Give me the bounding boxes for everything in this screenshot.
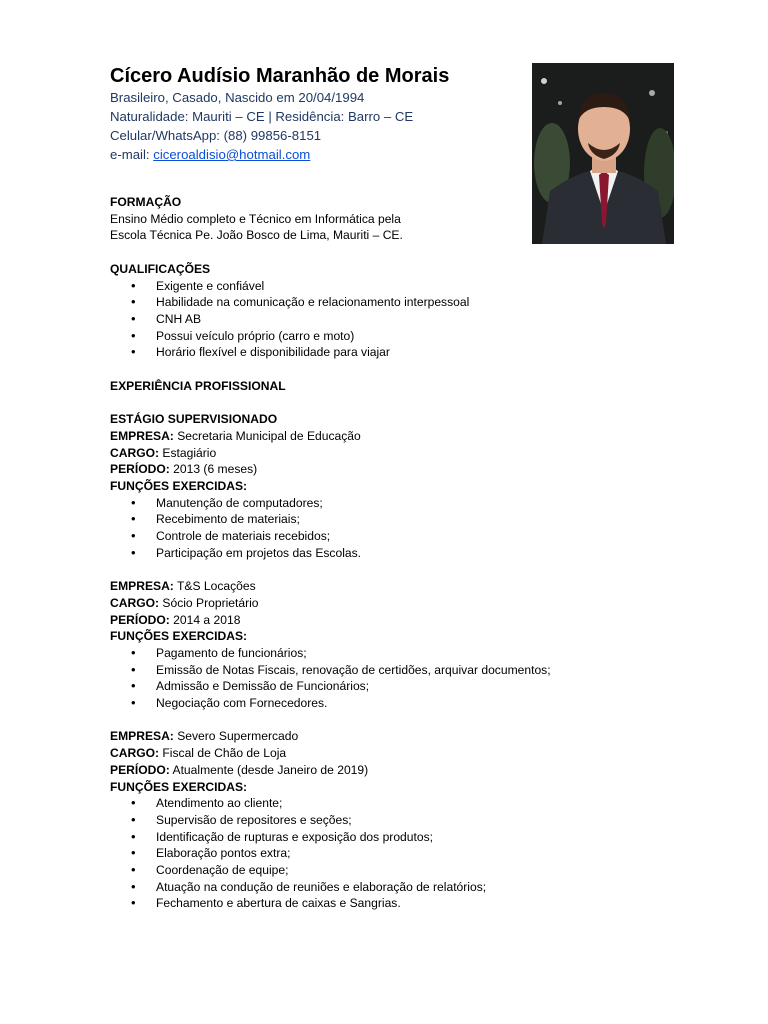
section-title-qualificacoes: QUALIFICAÇÕES: [110, 261, 211, 276]
birthplace-residence-line: Naturalidade: Mauriti – CE | Residência: Barro – CE: [110, 109, 414, 124]
list-item: • Controle de materiais recebidos;: [110, 528, 670, 545]
funcoes-list: [110, 645, 670, 712]
job-empresa: [110, 728, 670, 745]
list-item: • Coordenação de equipe;: [110, 862, 670, 879]
candidate-name: Cícero Audísio Maranhão de Morais: [110, 65, 450, 87]
cargo-value: Estagiário: [159, 445, 217, 460]
list-item: • Identificação de rupturas e exposição dos produtos;: [110, 829, 670, 846]
list-item: • Atuação na condução de reuniões e elaboração de relatórios;: [110, 879, 670, 896]
cargo-value: Fiscal de Chão de Loja: [159, 746, 287, 761]
list-item: • Manutenção de computadores;: [110, 495, 670, 512]
job-periodo: [110, 461, 670, 478]
job-cargo: [110, 595, 670, 612]
periodo-value: 2014 a 2018: [169, 612, 241, 627]
job-cargo: [110, 445, 670, 462]
list-item: • Pagamento de funcionários;: [110, 645, 670, 662]
job-periodo: [110, 612, 670, 629]
list-item: • Horário flexível e disponibilidade para viajar: [110, 344, 670, 361]
periodo-label: PERÍODO:: [110, 462, 170, 477]
funcoes-label: FUNÇÕES EXERCIDAS:: [110, 779, 248, 794]
periodo-value: Atualmente (desde Janeiro de 2019): [169, 762, 369, 777]
empresa-label: EMPRESA:: [110, 729, 174, 744]
formacao-line: Ensino Médio completo e Técnico em Informática pela: [110, 211, 401, 226]
cargo-label: CARGO:: [110, 746, 160, 761]
job-empresa: [110, 428, 670, 445]
list-item: • Recebimento de materiais;: [110, 511, 670, 528]
cargo-value: Sócio Proprietário: [159, 595, 259, 610]
list-item: • Habilidade na comunicação e relacionamento interpessoal: [110, 294, 670, 311]
periodo-value: 2013 (6 meses): [169, 462, 258, 477]
list-item: • CNH AB: [110, 311, 670, 328]
list-item: • Atendimento ao cliente;: [110, 795, 670, 812]
resume-body: [110, 194, 670, 912]
formacao-line: Escola Técnica Pe. João Bosco de Lima, Mauriti – CE.: [110, 228, 403, 243]
funcoes-list: [110, 795, 670, 912]
resume-header: [110, 64, 520, 164]
empresa-value: Severo Supermercado: [173, 729, 299, 744]
list-item: • Negociação com Fornecedores.: [110, 695, 670, 712]
cargo-label: CARGO:: [110, 445, 160, 460]
section-title-formacao: FORMAÇÃO: [110, 195, 182, 209]
estagio-title: ESTÁGIO SUPERVISIONADO: [110, 412, 278, 427]
list-item: • Admissão e Demissão de Funcionários;: [110, 678, 670, 695]
empresa-label: EMPRESA:: [110, 579, 174, 594]
email-label: e-mail:: [110, 147, 154, 162]
list-item: • Supervisão de repositores e seções;: [110, 812, 670, 829]
personal-info-line: Brasileiro, Casado, Nascido em 20/04/1994: [110, 90, 365, 105]
list-item: • Participação em projetos das Escolas.: [110, 545, 670, 562]
periodo-label: PERÍODO:: [110, 612, 170, 627]
empresa-value: T&S Locações: [173, 579, 256, 594]
email-link[interactable]: ciceroaldisio@hotmail.com: [153, 147, 311, 162]
list-item: • Fechamento e abertura de caixas e Sangrias.: [110, 895, 670, 912]
empresa-label: EMPRESA:: [110, 428, 174, 443]
list-item: • Emissão de Notas Fiscais, renovação de certidões, arquivar documentos;: [110, 662, 670, 679]
empresa-value: Secretaria Municipal de Educação: [173, 428, 361, 443]
job-periodo: [110, 762, 670, 779]
section-title-experiencia: EXPERIÊNCIA PROFISSIONAL: [110, 378, 286, 393]
job-empresa: [110, 578, 670, 595]
list-item: • Exigente e confiável: [110, 278, 670, 295]
funcoes-label: FUNÇÕES EXERCIDAS:: [110, 629, 248, 644]
cargo-label: CARGO:: [110, 595, 160, 610]
list-item: • Elaboração pontos extra;: [110, 845, 670, 862]
email-line: [110, 145, 520, 164]
phone-line: Celular/WhatsApp: (88) 99856-8151: [110, 128, 322, 143]
job-cargo: [110, 745, 670, 762]
list-item: • Possui veículo próprio (carro e moto): [110, 328, 670, 345]
qualificacoes-list: [110, 278, 670, 362]
funcoes-list: [110, 495, 670, 562]
funcoes-label: FUNÇÕES EXERCIDAS:: [110, 478, 248, 493]
periodo-label: PERÍODO:: [110, 762, 170, 777]
